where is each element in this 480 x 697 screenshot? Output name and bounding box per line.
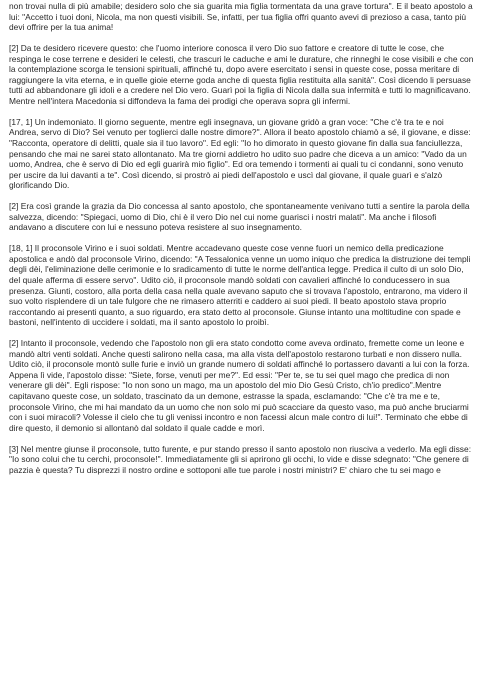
paragraph-18-1: [18, 1] Il proconsole Virino e i suoi soldati. Mentre accadevano queste cose venne fuori un nemico della predicazione apostolica e andò dal proconsole Virino, dicendo: "A Tessalonica venne un uomo iniquo che predica la distruzione dei templi degli dèi, l'eliminazione delle cerimonie e lo sradicamento di tutte le norme dell'antica legge. Predica il culto di un solo Dio, del quale afferma di essere servo". Udito ciò, il proconsole mandò soldati con cavalieri affinché lo conducessero in sua presenza. Giunti, costoro, alla porta della casa nella quale avevano saputo che si trovava l'apostolo, entrarono, ma videro il suo volto risplendere di un tale fulgore che ne rimasero atterriti e caddero ai suoi piedi. Il beato apostolo stava proprio raccontando ai presenti quanto, a suo riguardo, era stato detto al proconsole. Giunse intanto una moltitudine con spade e bastoni, nell'intento di uccidere i soldati, ma il santo apostolo lo proibì. (9, 243, 471, 328)
paragraph-17-1: [17, 1] Un indemoniato. Il giorno seguente, mentre egli insegnava, un giovane gridò a gran voce: "Che c'è tra te e noi Andrea, servo di Dio? Sei venuto per toglierci dalle nostre dimore?". Allora il beato apostolo chiamò a sé, il giovane, e disse: "Racconta, operatore di delitti, quale sia il tuo lavoro". Ed egli: "Io ho dimorato in questo giovane fin dalla sua fanciullezza, pensando che mai ne sarei stato allontanato. Ma tre giorni addietro ho udito suo padre che diceva a un amico: "Vado da un uomo, Andrea, che è servo di Dio ed egli guarirà mio figlio". Ed ora temendo i tormenti ai quali tu ci condanni, sono venuto per uscire da lui davanti a te". Così dicendo, si prostrò ai piedi dell'apostolo e uscì dal giovane, il quale guarì e s'alzò glorificando Dio. (9, 116, 471, 191)
text-column (9, 0, 475, 486)
paragraph-intro: non trovai nulla di più amabile; desidero solo che sia guarita mia figlia tormentata da una grave tortura". E il beato apostolo a lui: "Accetto i tuoi doni, Nicola, ma non questi visibili. Se, infatti, per tua figlia offri quanto avevi di prezioso a casa, tanto più devi offrire per la tua anima! (9, 1, 473, 33)
paragraph-18-3: [3] Nel mentre giunse il proconsole, tutto furente, e pur stando presso il santo apostolo non riusciva a vederlo. Ma egli disse: "Io sono colui che tu cerchi, proconsole!". Immediatamente gli si aprirono gli occhi, lo vide e disse sdegnato: "Che genere di pazzia è questa? Tu disprezzi il nostro ordine e sottoponi alle tue parole i nostri ministri? E' chiaro che tu sei mago e (9, 443, 472, 475)
paragraph-16-2: [2] Da te desidero ricevere questo: che l'uomo interiore conosca il vero Dio suo fattore e creatore di tutte le cose, che respinga le cose terrene e desideri le celesti, che trascuri le caduche e ami le durature, che rinneghi le cose visibili e che con la contemplazione scorga le tensioni spirituali, affinché tu, dopo avere esercitato i sensi in queste cose, possa meritare di raggiungere la vita eterna, e in quelle gioie eterne goda anche di questa figlia restituita alla sanità". Così dicendo li persuase tutti ad abbandonare gli idoli e a credere nel Dio vero. Guarì poi la figlia di Nicola dalla sua infermità e tutti lo magnificavano. Mentre nell'intera Macedonia si diffondeva la fama dei prodigi che operava sopra gli infermi. (9, 43, 474, 106)
paragraph-17-2: [2] Era così grande la grazia da Dio concessa al santo apostolo, che spontaneamente venivano tutti a sentire la parola della salvezza, dicendo: "Spiegaci, uomo di Dio, chi è il vero Dio nel cui nome guarisci i nostri malati". Ma anche i filosofi andavano a discutere con lui e nessuno poteva resistere al suo insegnamento. (9, 201, 470, 233)
paragraph-18-2: [2] Intanto il proconsole, vedendo che l'apostolo non gli era stato condotto come aveva ordinato, fremette come un leone e mandò altri venti soldati. Anche questi salirono nella casa, ma alla vista dell'apostolo restarono turbati e non dissero nulla. Udito ciò, il proconsole montò sulle furie e inviò un grande numero di soldati affinché lo portassero davanti a lui con la forza. Appena lì vide, l'apostolo disse: "Siete, forse, venuti per me?". Ed essi: "Per te, se tu sei quel mago che predica di non venerare gli dèi". Egli rispose: "Io non sono un mago, ma un apostolo del mio Dio Gesù Cristo, ch'io predico".Mentre capitavano queste cose, un soldato, trascinato da un demone, estrasse la spada, esclamando: "Che c'è tra me e te, proconsole Virino, che mi hai mandato da un uomo che non solo mi può scacciare da questo vaso, ma può anche bruciarmi con i suoi miracoli? Volesse il cielo che tu gli venissi incontro e non facessi alcun male contro di lui!". Terminato che ebbe di dire questo, il demonio si allontanò dal soldato il quale cadde e morì. (9, 338, 470, 433)
